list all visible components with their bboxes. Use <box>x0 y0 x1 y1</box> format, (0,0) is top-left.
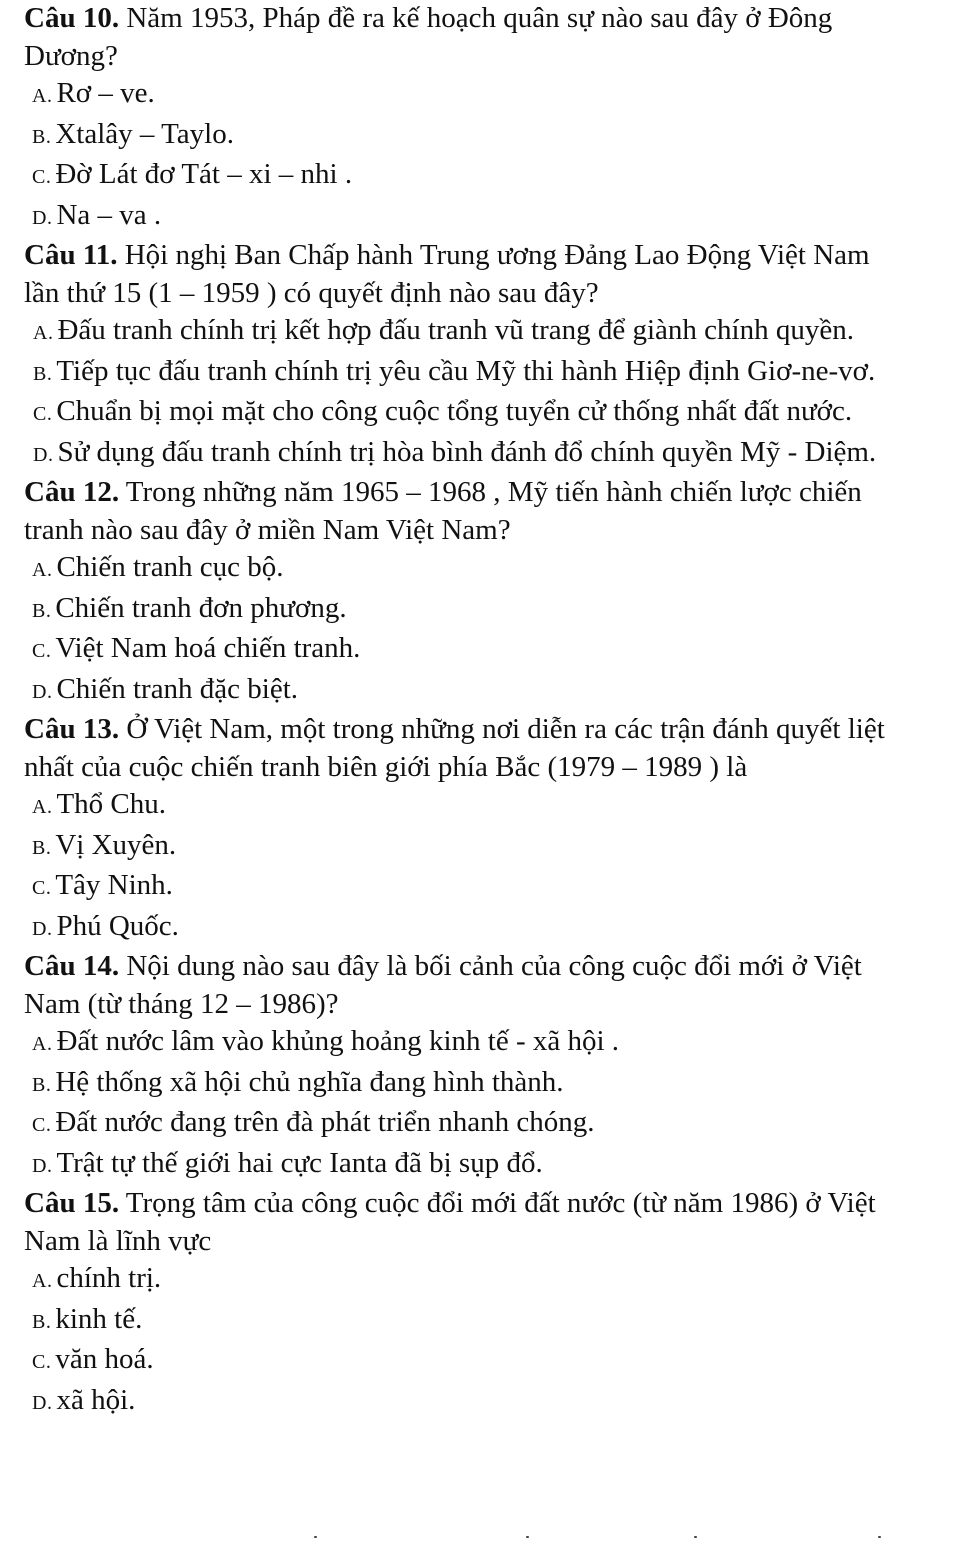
option-a[interactable] <box>0 75 971 116</box>
option-text: Đất nước đang trên đà phát triển nhanh chóng. <box>55 1106 595 1138</box>
option-a[interactable] <box>0 312 971 353</box>
question-text: Nội dung nào sau đây là bối cảnh của công cuộc đổi mới ở Việt Nam (từ tháng 12 – 1986)? <box>24 950 862 1020</box>
option-letter: D. <box>32 917 53 940</box>
question-text: Ở Việt Nam, một trong những nơi diễn ra các trận đánh quyết liệt nhất của cuộc chiến tranh biên giới phía Bắc (1979 – 1989 ) là <box>24 713 885 783</box>
option-letter: A. <box>33 322 54 344</box>
option-text: Chuẩn bị mọi mặt cho công cuộc tổng tuyển cử thống nhất đất nước. <box>56 395 853 427</box>
option-text: Tây Ninh. <box>55 869 173 901</box>
option-text: Tiếp tục đấu tranh chính trị yêu cầu Mỹ thi hành Hiệp định Giơ-ne-vơ. <box>56 354 876 387</box>
option-d[interactable] <box>0 671 971 712</box>
option-c[interactable] <box>0 1341 971 1382</box>
option-b[interactable] <box>0 590 971 631</box>
option-b[interactable] <box>0 116 971 157</box>
option-d[interactable] <box>0 434 971 475</box>
question-number: Câu 15. <box>24 1187 120 1219</box>
option-text: Chiến tranh đơn phương. <box>55 591 347 624</box>
question-text: Năm 1953, Pháp đề ra kế hoạch quân sự nào sau đây ở Đông Dương? <box>24 2 833 72</box>
option-letter: A. <box>32 1033 53 1055</box>
option-text: văn hoá. <box>55 1343 154 1375</box>
option-letter: D. <box>32 1391 53 1414</box>
question-number: Câu 12. <box>24 476 120 508</box>
option-letter: C. <box>32 166 52 188</box>
option-a[interactable] <box>0 1023 971 1064</box>
option-c[interactable] <box>0 867 971 908</box>
option-text: kinh tế. <box>55 1302 143 1335</box>
option-c[interactable] <box>0 1104 971 1145</box>
option-b[interactable] <box>0 1301 971 1342</box>
option-a[interactable] <box>0 1260 971 1301</box>
option-b[interactable] <box>0 827 971 868</box>
option-text: Đất nước lâm vào khủng hoảng kinh tế - xã hội . <box>56 1025 620 1057</box>
option-text: Đờ Lát đơ Tát – xi – nhi . <box>55 158 353 190</box>
question-stem <box>0 474 971 549</box>
option-text: Sử dụng đấu tranh chính trị hòa bình đánh đổ chính quyền Mỹ - Diệm. <box>57 435 877 468</box>
option-c[interactable] <box>0 393 971 434</box>
question-13 <box>0 711 971 948</box>
option-letter: D. <box>32 206 53 229</box>
question-stem <box>0 237 971 312</box>
option-a[interactable] <box>0 786 971 827</box>
option-text: chính trị. <box>56 1262 162 1294</box>
question-number: Câu 10. <box>24 2 120 34</box>
option-text: Vị Xuyên. <box>55 828 177 861</box>
option-text: Thổ Chu. <box>56 788 167 820</box>
option-text: Xtalây – Taylo. <box>55 117 234 150</box>
option-text: Rơ – ve. <box>56 77 155 109</box>
option-a[interactable] <box>0 549 971 590</box>
option-letter: D. <box>33 443 54 466</box>
option-letter: C. <box>32 1351 52 1373</box>
option-letter: D. <box>32 1154 53 1177</box>
option-text: Chiến tranh cục bộ. <box>56 551 284 583</box>
option-letter: B. <box>32 1073 52 1096</box>
option-text: xã hội. <box>56 1383 136 1416</box>
question-stem <box>0 711 971 786</box>
option-d[interactable] <box>0 908 971 949</box>
question-10 <box>0 0 971 237</box>
question-text: Hội nghị Ban Chấp hành Trung ương Đảng Lao Động Việt Nam lần thứ 15 (1 – 1959 ) có quyết định nào sau đây? <box>24 239 870 309</box>
option-text: Phú Quốc. <box>56 909 179 942</box>
question-text: Trong những năm 1965 – 1968 , Mỹ tiến hành chiến lược chiến tranh nào sau đây ở miền Nam Việt Nam? <box>24 476 862 546</box>
question-stem <box>0 948 971 1023</box>
option-d[interactable] <box>0 1382 971 1423</box>
question-15 <box>0 1185 971 1422</box>
cut-off-next-line <box>0 1534 971 1542</box>
option-text: Hệ thống xã hội chủ nghĩa đang hình thành. <box>55 1065 564 1098</box>
question-stem <box>0 0 971 75</box>
question-number: Câu 11. <box>24 239 118 271</box>
option-letter: C. <box>33 403 53 425</box>
option-letter: C. <box>32 1114 52 1136</box>
question-stem <box>0 1185 971 1260</box>
option-letter: C. <box>32 640 52 662</box>
option-text: Chiến tranh đặc biệt. <box>56 672 299 705</box>
option-b[interactable] <box>0 353 971 394</box>
option-text: Na – va . <box>56 198 162 231</box>
option-letter: B. <box>32 836 52 859</box>
option-c[interactable] <box>0 630 971 671</box>
option-letter: A. <box>32 1270 53 1292</box>
option-text: Đấu tranh chính trị kết hợp đấu tranh vũ trang để giành chính quyền. <box>57 314 854 346</box>
option-text: Trật tự thế giới hai cực Ianta đã bị sụp đổ. <box>56 1146 543 1179</box>
option-d[interactable] <box>0 1145 971 1186</box>
question-11 <box>0 237 971 474</box>
question-number: Câu 14. <box>24 950 120 982</box>
option-d[interactable] <box>0 197 971 238</box>
option-letter: B. <box>32 125 52 148</box>
option-letter: C. <box>32 877 52 899</box>
question-text: Trọng tâm của công cuộc đổi mới đất nước (từ năm 1986) ở Việt Nam là lĩnh vực <box>24 1187 876 1257</box>
option-letter: B. <box>32 599 52 622</box>
question-14 <box>0 948 971 1185</box>
option-letter: B. <box>33 362 53 385</box>
option-letter: A. <box>32 559 53 581</box>
option-text: Việt Nam hoá chiến tranh. <box>55 632 361 664</box>
option-letter: A. <box>32 85 53 107</box>
option-letter: B. <box>32 1310 52 1333</box>
option-b[interactable] <box>0 1064 971 1105</box>
option-letter: A. <box>32 796 53 818</box>
option-c[interactable] <box>0 156 971 197</box>
question-number: Câu 13. <box>24 713 120 745</box>
option-letter: D. <box>32 680 53 703</box>
question-12 <box>0 474 971 711</box>
